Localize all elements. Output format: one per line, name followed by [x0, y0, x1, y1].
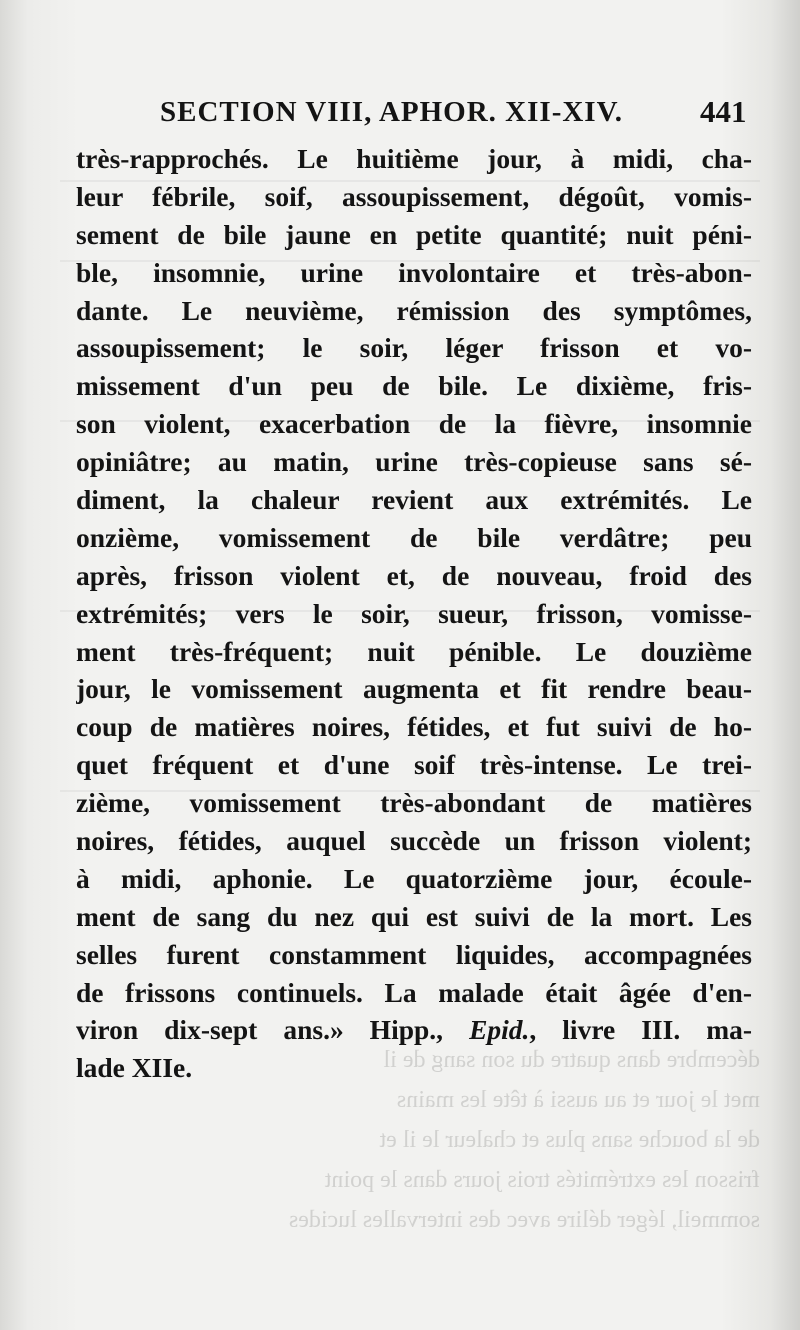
- text-line: extrémités; vers le soir, sueur, frisson, vomisse-: [76, 597, 752, 629]
- running-title: SECTION VIII, APHOR. XII-XIV.: [160, 96, 624, 128]
- text-line: de frissons continuels. La malade était âgée d'en-: [76, 976, 752, 1008]
- text-line: jour, le vomissement augmenta et fit rendre beau-: [76, 673, 752, 705]
- text-line: son violent, exacerbation de la fièvre, insomnie: [76, 408, 752, 440]
- bleed-through-text: [80, 1040, 760, 1240]
- text-line: très-rapprochés. Le huitième jour, à midi, cha-: [76, 143, 752, 174]
- page-number: 441: [700, 94, 747, 129]
- text-line: ment très-fréquent; nuit pénible. Le douzième: [76, 635, 752, 667]
- text-line: à midi, aphonie. Le quatorzième jour, écoule-: [76, 862, 752, 894]
- bleed-through-line: décembre dans quatre du son sang de il: [383, 1047, 760, 1073]
- text-line: quet fréquent et d'une soif très-intense. Le trei-: [76, 749, 752, 781]
- text-line: sement de bile jaune en petite quantité; nuit péni-: [76, 218, 752, 250]
- citation-lead: viron dix-sept ans.» Hipp.,: [76, 1014, 444, 1046]
- text-line: assoupissement; le soir, léger frisson et vo-: [76, 332, 752, 364]
- text-line: noires, fétides, auquel succède un frisson violent;: [76, 825, 752, 857]
- text-line: coup de matières noires, fétides, et fut suivi de ho-: [76, 711, 752, 743]
- text-line: opiniâtre; au matin, urine très-copieuse sans sé-: [76, 446, 752, 478]
- bleed-through-line: met le jour et au aussi à tête les mains: [396, 1087, 760, 1113]
- bleed-through-line: sommeil, léger délire avec des intervalles lucides: [288, 1207, 760, 1233]
- text-line: zième, vomissement très-abondant de matières: [76, 787, 752, 819]
- text-line: leur fébrile, soif, assoupissement, dégoût, vomis-: [76, 180, 752, 212]
- text-line-final: lade XIIe.: [76, 1052, 193, 1084]
- text-line: dante. Le neuvième, rémission des symptômes,: [76, 294, 752, 326]
- text-line: ble, insomnie, urine involontaire et très-abon-: [76, 256, 752, 288]
- text-line: diment, la chaleur revient aux extrémités. Le: [76, 484, 752, 516]
- text-line: après, frisson violent et, de nouveau, froid des: [76, 559, 752, 591]
- body-text: [76, 140, 752, 1087]
- bleed-through-line: frisson les extrémités trois jours dans le point: [324, 1167, 760, 1193]
- text-line: selles furent constamment liquides, accompagnées: [76, 938, 752, 970]
- text-line: ment de sang du nez qui est suivi de la mort. Les: [76, 900, 752, 932]
- text-line: onzième, vomissement de bile verdâtre; peu: [76, 521, 752, 553]
- bleed-through-line: de la bouche sans plus et chaleur le il et: [379, 1127, 760, 1153]
- text-line: missement d'un peu de bile. Le dixième, fris-: [76, 370, 752, 402]
- citation-detail: , livre III. ma-: [529, 1014, 752, 1046]
- citation-work-title: Epid.: [469, 1014, 530, 1046]
